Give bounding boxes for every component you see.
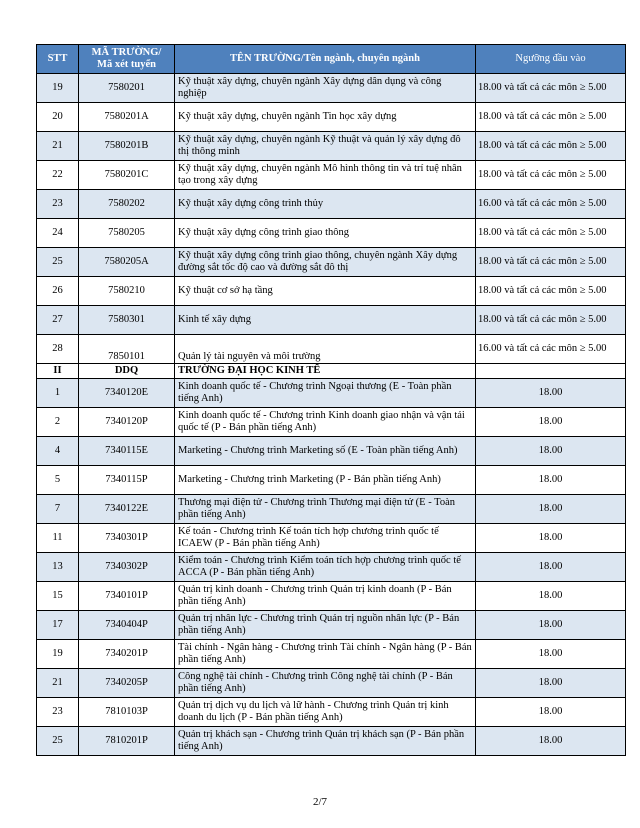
row-stt: 17 (37, 611, 79, 640)
row-name: Kỹ thuật xây dựng, chuyên ngành Kỹ thuật và quản lý xây dựng đô thị thông minh (175, 132, 476, 161)
row-code: 7340115E (79, 437, 175, 466)
row-threshold: 18.00 (476, 582, 626, 611)
row-name: Quản trị kinh doanh - Chương trình Quản trị kinh doanh (P - Bán phần tiếng Anh) (175, 582, 476, 611)
row-threshold: 18.00 và tất cả các môn ≥ 5.00 (476, 103, 626, 132)
row-threshold: 18.00 và tất cả các môn ≥ 5.00 (476, 161, 626, 190)
page-number: 2/7 (312, 796, 328, 808)
section-name: TRƯỜNG ĐẠI HỌC KINH TẾ (175, 364, 476, 379)
row-threshold: 16.00 và tất cả các môn ≥ 5.00 (476, 190, 626, 219)
table-row (37, 640, 626, 669)
row-name: Marketing - Chương trình Marketing số (E - Toàn phần tiếng Anh) (175, 437, 476, 466)
row-threshold: 18.00 và tất cả các môn ≥ 5.00 (476, 248, 626, 277)
row-stt: 11 (37, 524, 79, 553)
row-name: Marketing - Chương trình Marketing (P - Bán phần tiếng Anh) (175, 466, 476, 495)
header-stt: STT (37, 45, 79, 74)
row-name: Kỹ thuật xây dựng, chuyên ngành Tin học xây dựng (175, 103, 476, 132)
table-row (37, 524, 626, 553)
row-code: 7340115P (79, 466, 175, 495)
row-code: 7580205A (79, 248, 175, 277)
table-row (37, 611, 626, 640)
row-threshold: 18.00 (476, 437, 626, 466)
row-stt: 24 (37, 219, 79, 248)
row-code: 7340301P (79, 524, 175, 553)
row-name: Công nghệ tài chính - Chương trình Công nghệ tài chính (P - Bán phần tiếng Anh) (175, 669, 476, 698)
table-row (37, 190, 626, 219)
header-name: TÊN TRƯỜNG/Tên ngành, chuyên ngành (175, 45, 476, 74)
row-code: 7850101 (79, 335, 175, 364)
header-code-line1: MÃ TRƯỜNG/ (91, 47, 162, 58)
row-name: Kỹ thuật xây dựng công trình thủy (175, 190, 476, 219)
row-threshold: 18.00 và tất cả các môn ≥ 5.00 (476, 132, 626, 161)
row-threshold: 18.00 (476, 524, 626, 553)
table-row (37, 495, 626, 524)
row-code: 7340120P (79, 408, 175, 437)
row-name: Tài chính - Ngân hàng - Chương trình Tài chính - Ngân hàng (P - Bán phần tiếng Anh) (175, 640, 476, 669)
row-stt: 21 (37, 669, 79, 698)
row-code: 7340404P (79, 611, 175, 640)
table-row (37, 698, 626, 727)
row-name: Kỹ thuật cơ sở hạ tầng (175, 277, 476, 306)
table-row (37, 582, 626, 611)
row-stt: 23 (37, 698, 79, 727)
row-threshold: 18.00 và tất cả các môn ≥ 5.00 (476, 277, 626, 306)
table-row (37, 248, 626, 277)
table-row (37, 103, 626, 132)
row-code: 7580201B (79, 132, 175, 161)
row-name: Thương mại điện tử - Chương trình Thương mại điện tử (E - Toàn phần tiếng Anh) (175, 495, 476, 524)
row-code: 7580205 (79, 219, 175, 248)
row-stt: 19 (37, 74, 79, 103)
row-name: Kỹ thuật xây dựng công trình giao thông (175, 219, 476, 248)
header-code-line2: Mã xét tuyển (97, 59, 156, 70)
row-threshold: 18.00 (476, 698, 626, 727)
row-threshold: 18.00 và tất cả các môn ≥ 5.00 (476, 74, 626, 103)
row-name: Kinh doanh quốc tế - Chương trình Kinh doanh giao nhận và vận tải quốc tế (P - Bán phần tiếng Anh) (175, 408, 476, 437)
row-threshold: 18.00 (476, 669, 626, 698)
row-name: Kỹ thuật xây dựng công trình giao thông, chuyên ngành Xây dựng đường sắt tốc độ cao và đường sắt đô thị (175, 248, 476, 277)
row-code: 7580201C (79, 161, 175, 190)
row-threshold: 18.00 (476, 727, 626, 756)
row-stt: 2 (37, 408, 79, 437)
table-row (37, 335, 626, 364)
table-row (37, 277, 626, 306)
section-threshold (476, 364, 626, 379)
row-threshold: 18.00 (476, 640, 626, 669)
row-code: 7340201P (79, 640, 175, 669)
row-stt: 26 (37, 277, 79, 306)
row-threshold: 18.00 (476, 611, 626, 640)
row-threshold: 18.00 (476, 408, 626, 437)
row-code: 7810103P (79, 698, 175, 727)
row-stt: 19 (37, 640, 79, 669)
table-row (37, 161, 626, 190)
row-code: 7340120E (79, 379, 175, 408)
table-row (37, 219, 626, 248)
row-code: 7340101P (79, 582, 175, 611)
row-stt: 4 (37, 437, 79, 466)
row-code: 7340302P (79, 553, 175, 582)
row-stt: 7 (37, 495, 79, 524)
row-threshold: 16.00 và tất cả các môn ≥ 5.00 (476, 335, 626, 364)
row-stt: 5 (37, 466, 79, 495)
row-stt: 23 (37, 190, 79, 219)
row-threshold: 18.00 (476, 466, 626, 495)
row-stt: 27 (37, 306, 79, 335)
header-threshold: Ngưỡng đầu vào (476, 45, 626, 74)
row-code: 7580210 (79, 277, 175, 306)
row-name: Kỹ thuật xây dựng, chuyên ngành Mô hình thông tin và trí tuệ nhân tạo trong xây dựng (175, 161, 476, 190)
row-name: Quản trị dịch vụ du lịch và lữ hành - Chương trình Quản trị kinh doanh du lịch (P - Bán phần tiếng Anh) (175, 698, 476, 727)
table-row (37, 669, 626, 698)
section-code: DDQ (79, 364, 175, 379)
row-name: Kỹ thuật xây dựng, chuyên ngành Xây dựng dân dụng và công nghiệp (175, 74, 476, 103)
table-row (37, 74, 626, 103)
table-row (37, 466, 626, 495)
table-row (37, 408, 626, 437)
row-threshold: 18.00 và tất cả các môn ≥ 5.00 (476, 306, 626, 335)
row-stt: 28 (37, 335, 79, 364)
row-stt: 20 (37, 103, 79, 132)
row-name: Quản trị nhân lực - Chương trình Quản trị nguồn nhân lực (P - Bán phần tiếng Anh) (175, 611, 476, 640)
row-code: 7340122E (79, 495, 175, 524)
row-code: 7580201 (79, 74, 175, 103)
row-stt: 25 (37, 727, 79, 756)
table-row (37, 132, 626, 161)
row-stt: 1 (37, 379, 79, 408)
row-code: 7580301 (79, 306, 175, 335)
row-name: Kinh tế xây dựng (175, 306, 476, 335)
row-stt: 15 (37, 582, 79, 611)
row-threshold: 18.00 (476, 379, 626, 408)
row-name: Kinh doanh quốc tế - Chương trình Ngoại thương (E - Toàn phần tiếng Anh) (175, 379, 476, 408)
row-threshold: 18.00 (476, 495, 626, 524)
row-threshold: 18.00 và tất cả các môn ≥ 5.00 (476, 219, 626, 248)
table-row (37, 727, 626, 756)
row-name: Kiểm toán - Chương trình Kiểm toán tích hợp chương trình quốc tế ACCA (P - Bán phần tiếng Anh) (175, 553, 476, 582)
row-code: 7340205P (79, 669, 175, 698)
row-name: Quản lý tài nguyên và môi trường (175, 335, 476, 364)
table-row (37, 306, 626, 335)
row-name: Kế toán - Chương trình Kế toán tích hợp chương trình quốc tế ICAEW (P - Bán phần tiếng Anh) (175, 524, 476, 553)
table-row (37, 437, 626, 466)
table-row (37, 379, 626, 408)
row-name: Quản trị khách sạn - Chương trình Quản trị khách sạn (P - Bán phần tiếng Anh) (175, 727, 476, 756)
header-row (37, 45, 626, 74)
row-threshold: 18.00 (476, 553, 626, 582)
row-code: 7580201A (79, 103, 175, 132)
row-stt: 22 (37, 161, 79, 190)
section-stt: II (37, 364, 79, 379)
row-stt: 21 (37, 132, 79, 161)
header-code (79, 45, 175, 74)
row-stt: 13 (37, 553, 79, 582)
admission-table (36, 44, 626, 756)
row-code: 7810201P (79, 727, 175, 756)
row-code: 7580202 (79, 190, 175, 219)
table-row (37, 553, 626, 582)
section-row (37, 364, 626, 379)
row-stt: 25 (37, 248, 79, 277)
